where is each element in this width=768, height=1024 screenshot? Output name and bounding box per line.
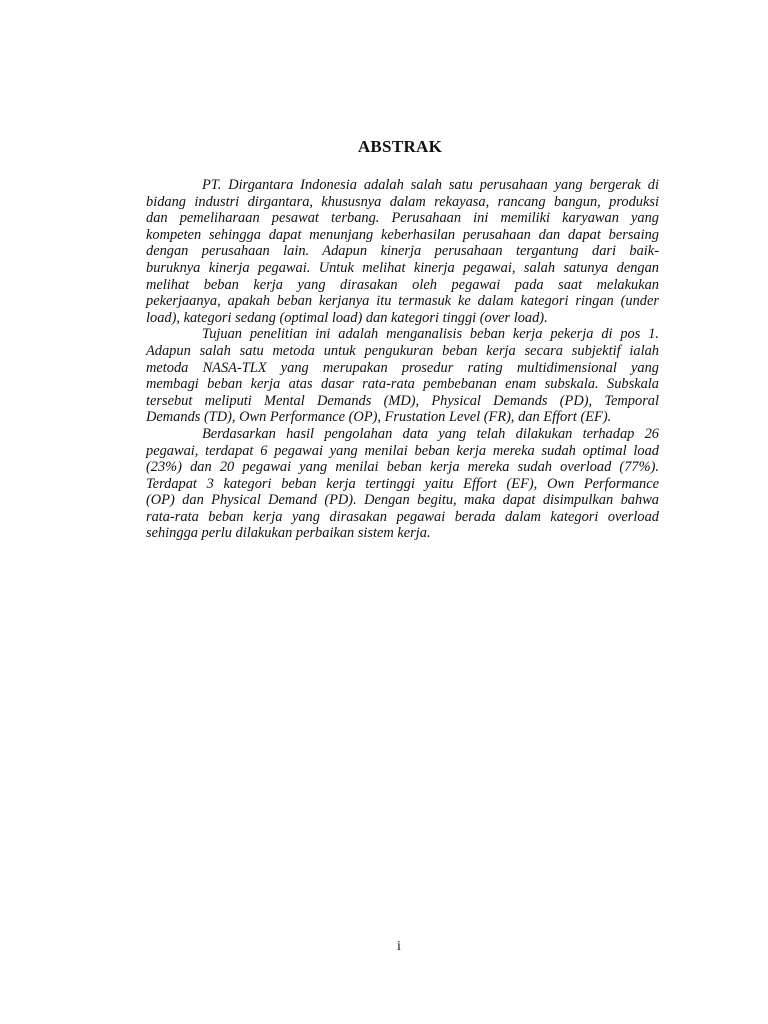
text-line: buruknya kinerja pegawai. Untuk melihat kinerja pegawai, salah satunya dengan bbox=[146, 259, 659, 276]
text-line: PT. Dirgantara Indonesia adalah salah satu perusahaan yang bergerak di bbox=[202, 177, 659, 193]
abstract-paragraph-3 bbox=[146, 426, 659, 542]
text-line: Terdapat 3 kategori beban kerja tertinggi yaitu Effort (EF), Own Performance bbox=[146, 475, 659, 492]
text-line: (OP) dan Physical Demand (PD). Dengan begitu, maka dapat disimpulkan bahwa bbox=[146, 492, 659, 509]
page-title: ABSTRAK bbox=[357, 137, 443, 156]
text-line: bidang industri dirgantara, khususnya dalam rekayasa, rancang bangun, produksi bbox=[146, 193, 659, 210]
text-line: Demands (TD), Own Performance (OP), Frustation Level (FR), dan Effort (EF). bbox=[146, 409, 612, 426]
text-line: pekerjaanya, apakah beban kerjanya itu termasuk ke dalam kategori ringan (under bbox=[146, 293, 659, 310]
text-line: Adapun salah satu metoda untuk pengukuran beban kerja secara subjektif ialah bbox=[146, 342, 659, 359]
page-number: i bbox=[397, 939, 401, 954]
text-line: rata-rata beban kerja yang dirasakan pegawai berada dalam kategori overload bbox=[146, 508, 659, 525]
text-line: dan pemeliharaan pesawat terbang. Perusahaan ini memiliki karyawan yang bbox=[146, 210, 659, 227]
abstract-paragraph-2 bbox=[146, 326, 659, 426]
text-line: Berdasarkan hasil pengolahan data yang telah dilakukan terhadap 26 bbox=[202, 425, 659, 442]
text-line: kompeten sehingga dapat menunjang keberhasilan perusahaan dan dapat bersaing bbox=[146, 226, 659, 243]
text-line: pegawai, terdapat 6 pegawai yang menilai beban kerja mereka sudah optimal load bbox=[146, 442, 659, 459]
text-line: melihat beban kerja yang dirasakan oleh pegawai pada saat melakukan bbox=[146, 276, 659, 293]
text-line: (23%) dan 20 pegawai yang menilai beban kerja mereka sudah overload (77%). bbox=[146, 459, 659, 476]
text-line: dengan perusahaan lain. Adapun kinerja perusahaan tergantung dari baik- bbox=[146, 243, 659, 260]
abstract-body bbox=[146, 177, 659, 542]
text-line: sehingga perlu dilakukan perbaikan sistem kerja. bbox=[146, 525, 431, 542]
text-line: Tujuan penelitian ini adalah menganalisis beban kerja pekerja di pos 1. bbox=[202, 326, 659, 343]
text-line: metoda NASA-TLX yang merupakan prosedur rating multidimensional yang bbox=[146, 359, 659, 376]
text-line: load), kategori sedang (optimal load) dan kategori tinggi (over load). bbox=[146, 309, 548, 326]
text-line: tersebut meliputi Mental Demands (MD), Physical Demands (PD), Temporal bbox=[146, 392, 659, 409]
text-line: membagi beban kerja atas dasar rata-rata pembebanan enam subskala. Subskala bbox=[146, 376, 659, 393]
abstract-paragraph-1 bbox=[146, 177, 659, 326]
